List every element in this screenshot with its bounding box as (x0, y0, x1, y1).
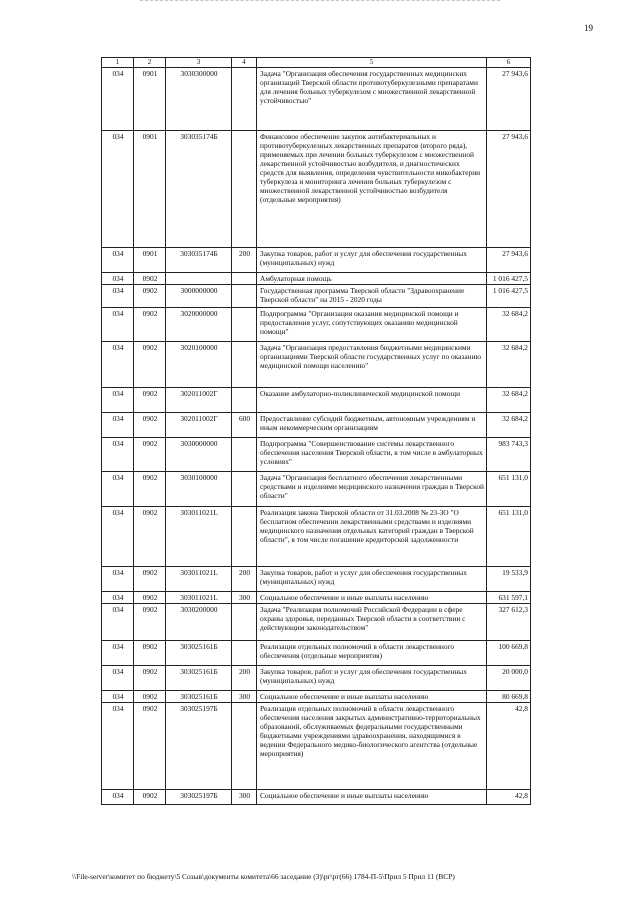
cell-code-expense (232, 68, 257, 131)
cell-amount: 32 684,2 (487, 342, 531, 388)
cell-code-target: 3030200000 (166, 604, 232, 641)
cell-amount: 100 669,8 (487, 641, 531, 666)
cell-code-ministry: 034 (102, 248, 134, 273)
cell-amount: 327 612,3 (487, 604, 531, 641)
cell-code-target: 3030300000 (166, 68, 232, 131)
cell-description: Подпрограмма "Организация оказания медицинской помощи и предоставления услуг, сопутствующих оказанию медицинской помощи" (257, 308, 487, 342)
cell-code-expense: 200 (232, 666, 257, 691)
table-row (102, 68, 531, 131)
header-col-6: 6 (487, 58, 531, 68)
table-row (102, 604, 531, 641)
cell-description: Закупка товаров, работ и услуг для обеспечения государственных (муниципальных) нужд (257, 666, 487, 691)
cell-code-ministry: 034 (102, 641, 134, 666)
cell-code-section: 0902 (134, 388, 166, 413)
cell-code-target: 3020000000 (166, 308, 232, 342)
cell-amount: 27 943,6 (487, 248, 531, 273)
cell-description: Реализация закона Тверской области от 31.03.2008 № 23-ЗО "О бесплатном обеспечении лекарственными средствами и изделиями медицинского назначения отдельных категорий граждан в Тверской области", в том числе погашение кредиторской задолженности (257, 507, 487, 567)
cell-description: Реализация отдельных полномочий в области лекарственного обеспечения (отдельные мероприятия) (257, 641, 487, 666)
cell-code-expense: 300 (232, 790, 257, 805)
cell-code-ministry: 034 (102, 285, 134, 308)
cell-code-section: 0902 (134, 691, 166, 703)
cell-code-target: 302011002Г (166, 388, 232, 413)
cell-code-ministry: 034 (102, 68, 134, 131)
cell-code-expense (232, 472, 257, 507)
cell-description: Социальное обеспечение и иные выплаты населению (257, 691, 487, 703)
cell-code-ministry: 034 (102, 592, 134, 604)
table-row (102, 790, 531, 805)
cell-code-ministry: 034 (102, 604, 134, 641)
cell-description: Финансовое обеспечение закупок антибактериальных и противотуберкулезных лекарственных препаратов (второго ряда), применяемых при лечении больных туберкулезом с множественной лекарственной устойчивостью возбудителя, и диагностических средств для выявления, определения чувствительности микобактерии туберкулеза и мониторинга лечения больных туберкулезом с множественной лекарственной устойчивостью возбудителя (отдельные мероприятия) (257, 131, 487, 248)
cell-amount: 1 016 427,5 (487, 273, 531, 285)
cell-description: Социальное обеспечение и иные выплаты населению (257, 592, 487, 604)
cell-amount: 32 684,2 (487, 413, 531, 438)
table-row (102, 691, 531, 703)
cell-amount: 983 743,3 (487, 438, 531, 472)
table-row (102, 285, 531, 308)
cell-code-ministry: 034 (102, 507, 134, 567)
cell-code-section: 0902 (134, 567, 166, 592)
cell-amount: 42,8 (487, 703, 531, 790)
cell-code-section: 0902 (134, 790, 166, 805)
cell-code-ministry: 034 (102, 342, 134, 388)
table-row (102, 641, 531, 666)
cell-code-target: 3030100000 (166, 472, 232, 507)
cell-code-expense: 300 (232, 691, 257, 703)
cell-code-ministry: 034 (102, 790, 134, 805)
footer-file-path: \\File-server\комитет по бюджету\5 Созыв\документы комитета\66 заседание (3)\рг\рг(66) 1784-П-5\Прил 5 Прил 11 (ВСР) (72, 872, 455, 881)
cell-code-section: 0901 (134, 131, 166, 248)
cell-code-target: 303025161Б (166, 641, 232, 666)
cell-code-expense: 200 (232, 248, 257, 273)
cell-amount: 19 533,9 (487, 567, 531, 592)
cell-code-section: 0902 (134, 592, 166, 604)
table-row (102, 703, 531, 790)
cell-code-ministry: 034 (102, 438, 134, 472)
table-body (102, 68, 531, 805)
cell-code-expense (232, 273, 257, 285)
table-row (102, 388, 531, 413)
cell-description: Задача "Реализация полномочий Российской Федерации в сфере охраны здоровья, переданных Тверской области в соответствии с действующим законодательством" (257, 604, 487, 641)
table-row (102, 592, 531, 604)
cell-code-expense (232, 507, 257, 567)
cell-code-target: 302011002Г (166, 413, 232, 438)
cell-code-section: 0902 (134, 472, 166, 507)
table-row (102, 308, 531, 342)
cell-code-target: 3000000000 (166, 285, 232, 308)
cell-code-ministry: 034 (102, 666, 134, 691)
scan-edge-line (140, 0, 500, 3)
table-row (102, 248, 531, 273)
cell-description: Предоставление субсидий бюджетным, автономным учреждениям и иным некоммерческим организациям (257, 413, 487, 438)
cell-code-section: 0902 (134, 285, 166, 308)
cell-code-expense (232, 308, 257, 342)
header-col-2: 2 (134, 58, 166, 68)
cell-code-ministry: 034 (102, 413, 134, 438)
cell-code-section: 0902 (134, 666, 166, 691)
cell-code-section: 0902 (134, 342, 166, 388)
cell-amount: 631 597,1 (487, 592, 531, 604)
cell-code-target: 303011021L (166, 592, 232, 604)
table-row (102, 567, 531, 592)
cell-code-target: 303011021L (166, 567, 232, 592)
cell-description: Подпрограмма "Совершенствование системы лекарственного обеспечения населения Тверской области, в том числе в амбулаторных условиях" (257, 438, 487, 472)
cell-code-target: 303025197Б (166, 790, 232, 805)
table-row (102, 472, 531, 507)
cell-code-expense: 600 (232, 413, 257, 438)
table-row (102, 413, 531, 438)
cell-code-ministry: 034 (102, 691, 134, 703)
cell-code-section: 0902 (134, 273, 166, 285)
table-row (102, 273, 531, 285)
header-col-3: 3 (166, 58, 232, 68)
cell-code-section: 0902 (134, 438, 166, 472)
budget-table (101, 57, 531, 805)
cell-description: Социальное обеспечение и иные выплаты населению (257, 790, 487, 805)
cell-amount: 80 669,8 (487, 691, 531, 703)
cell-code-ministry: 034 (102, 273, 134, 285)
cell-description: Государственная программа Тверской области "Здравоохранение Тверской области" на 2015 - 2020 годы (257, 285, 487, 308)
cell-description: Задача "Организация бесплатного обеспечения лекарственными средствами и изделиями медицинского назначения граждан в Тверской области" (257, 472, 487, 507)
cell-code-ministry: 034 (102, 567, 134, 592)
header-col-5: 5 (257, 58, 487, 68)
cell-code-section: 0902 (134, 604, 166, 641)
cell-amount: 651 131,0 (487, 472, 531, 507)
cell-description: Реализация отдельных полномочий в области лекарственного обеспечения населения закрытых административно-территориальных образований, обслуживаемых федеральными государственными бюджетными учреждениями здравоохранения, находящимися в ведении Федерального медико-биологического агентства (отдельные мероприятия) (257, 703, 487, 790)
cell-description: Задача "Организация предоставления бюджетными медицинскими организациями Тверской области государственных услуг по оказанию медицинской помощи населению" (257, 342, 487, 388)
cell-amount: 651 131,0 (487, 507, 531, 567)
header-col-1: 1 (102, 58, 134, 68)
cell-code-expense (232, 388, 257, 413)
cell-code-expense (232, 703, 257, 790)
cell-amount: 1 016 427,5 (487, 285, 531, 308)
cell-amount: 32 684,2 (487, 308, 531, 342)
cell-code-target: 303025161Б (166, 666, 232, 691)
cell-code-target: 303035174Б (166, 248, 232, 273)
cell-code-target: 303011021L (166, 507, 232, 567)
page-number: 19 (584, 23, 593, 33)
cell-description: Оказание амбулаторно-поликлинической медицинской помощи (257, 388, 487, 413)
cell-code-target: 303035174Б (166, 131, 232, 248)
cell-code-expense (232, 604, 257, 641)
table-row (102, 507, 531, 567)
cell-code-target: 303025197Б (166, 703, 232, 790)
cell-code-ministry: 034 (102, 388, 134, 413)
cell-code-expense (232, 641, 257, 666)
cell-amount: 27 943,6 (487, 68, 531, 131)
cell-code-expense (232, 285, 257, 308)
table-header-row (102, 58, 531, 68)
cell-description: Закупка товаров, работ и услуг для обеспечения государственных (муниципальных) нужд (257, 248, 487, 273)
cell-code-expense: 200 (232, 567, 257, 592)
cell-code-expense: 300 (232, 592, 257, 604)
table-row (102, 342, 531, 388)
cell-code-section: 0901 (134, 248, 166, 273)
table-row (102, 131, 531, 248)
cell-code-ministry: 034 (102, 131, 134, 248)
cell-code-section: 0902 (134, 641, 166, 666)
cell-code-expense (232, 131, 257, 248)
table-row (102, 438, 531, 472)
cell-code-section: 0902 (134, 308, 166, 342)
cell-code-target (166, 273, 232, 285)
cell-code-section: 0902 (134, 703, 166, 790)
cell-amount: 32 684,2 (487, 388, 531, 413)
cell-code-target: 3030000000 (166, 438, 232, 472)
cell-code-expense (232, 342, 257, 388)
header-col-4: 4 (232, 58, 257, 68)
cell-amount: 20 000,0 (487, 666, 531, 691)
cell-code-expense (232, 438, 257, 472)
cell-description: Закупка товаров, работ и услуг для обеспечения государственных (муниципальных) нужд (257, 567, 487, 592)
cell-amount: 42,8 (487, 790, 531, 805)
cell-code-section: 0902 (134, 507, 166, 567)
cell-code-section: 0902 (134, 413, 166, 438)
cell-code-section: 0901 (134, 68, 166, 131)
cell-description: Задача "Организация обеспечения государственных медицинских организаций Тверской области противотуберкулезными препаратами для лечения больных туберкулезом с множественной лекарственной устойчивостью" (257, 68, 487, 131)
cell-description: Амбулаторная помощь (257, 273, 487, 285)
cell-code-ministry: 034 (102, 703, 134, 790)
cell-code-ministry: 034 (102, 308, 134, 342)
cell-code-target: 3020100000 (166, 342, 232, 388)
cell-amount: 27 943,6 (487, 131, 531, 248)
cell-code-ministry: 034 (102, 472, 134, 507)
cell-code-target: 303025161Б (166, 691, 232, 703)
table-row (102, 666, 531, 691)
